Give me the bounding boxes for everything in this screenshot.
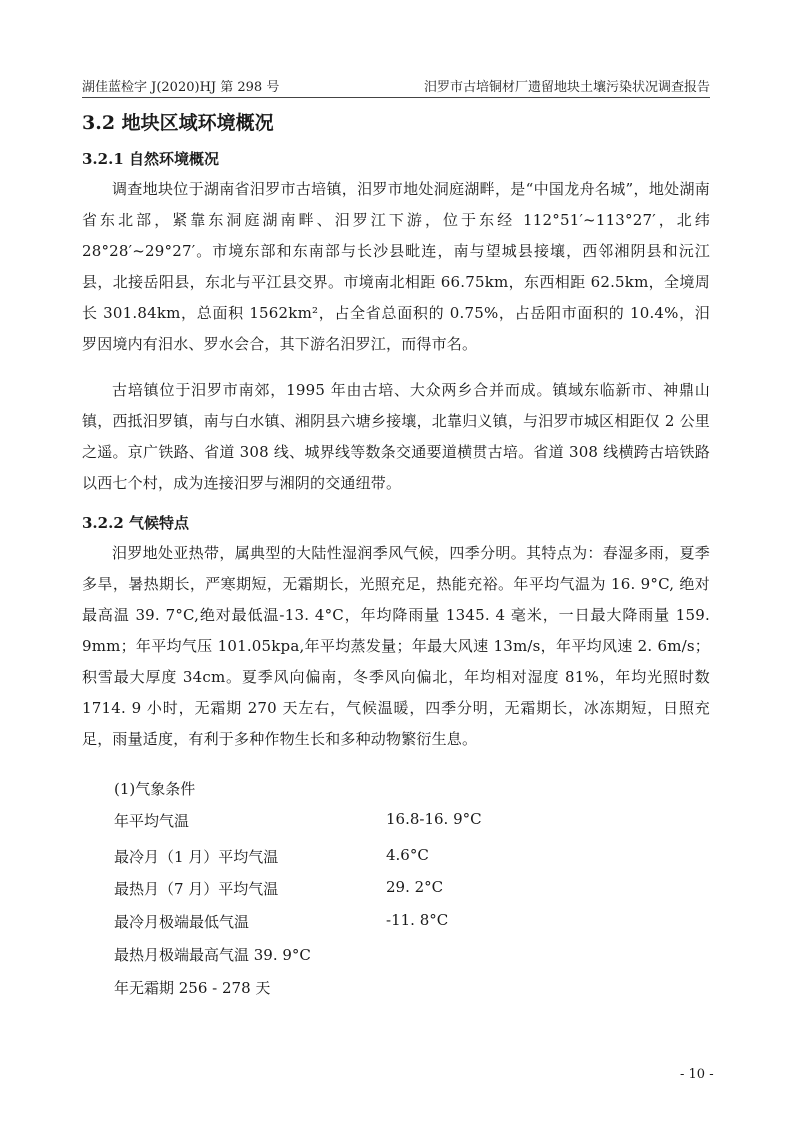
paragraph-gupei-town: 古培镇位于汨罗市南郊，1995 年由古培、大众两乡合并而成。镇域东临新市、神鼎山镇，西抵汨罗镇，南与白水镇、湘阴县六塘乡接壤，北靠归义镇，与汨罗市城区相距仅 2 公里之遥。京广铁路、省道 308 线、城界线等数条交通要道横贯古培。省道 308 线横跨古培铁路以西七个村，成为连接汨罗与湘阴的交通纽带。 <box>82 381 710 492</box>
weather-row-label: 最热月（7 月）平均气温 <box>114 880 279 898</box>
section-title: 3.2 地块区域环境概况 <box>82 112 274 134</box>
weather-row-value: 4.6°C <box>386 846 429 864</box>
subsection-title-natural: 3.2.1 自然环境概况 <box>82 150 219 168</box>
weather-row-label: 年平均气温 <box>114 812 190 830</box>
weather-row-value: 29. 2°C <box>386 878 444 896</box>
weather-frost-free-line: 年无霜期 256 - 278 天 <box>114 979 271 997</box>
header-divider <box>82 97 710 98</box>
page-header <box>82 76 710 96</box>
subsection-title-climate: 3.2.2 气候特点 <box>82 514 189 532</box>
paragraph-location: 调查地块位于湖南省汨罗市古培镇，汨罗市地处洞庭湖畔，是“中国龙舟名城”，地处湖南省东北部，紧靠东洞庭湖南畔、汨罗江下游，位于东经 112°51′~113°27′，北纬 28°28′~29°27′。市境东部和东南部与长沙县毗连，南与望城县接壤，西邻湘阴县和沅江县，北接岳阳县，东北与平江县交界。市境南北相距 66.75km，东西相距 62.5km，全境周长 301.84km，总面积 1562km²，占全省总面积的 0.75%，占岳阳市面积的 10.4%，汨罗因境内有汨水、罗水会合，其下游名汨罗江，而得市名。 <box>82 180 710 353</box>
page-number: - 10 - <box>680 1067 714 1082</box>
report-title: 汨罗市古培铜材厂遗留地块土壤污染状况调查报告 <box>423 80 710 95</box>
weather-conditions-heading: (1)气象条件 <box>114 780 196 798</box>
report-number: 湖佳蓝检字 J(2020)HJ 第 298 号 <box>82 80 280 95</box>
weather-row-label: 最冷月极端最低气温 <box>114 913 250 931</box>
weather-row-value: -11. 8°C <box>386 911 449 929</box>
weather-max-extreme-line: 最热月极端最高气温 39. 9°C <box>114 946 311 964</box>
weather-row-value: 16.8-16. 9°C <box>386 810 482 828</box>
paragraph-climate: 汨罗地处亚热带，属典型的大陆性湿润季风气候，四季分明。其特点为：春湿多雨，夏季多旱，暑热期长，严寒期短，无霜期长，光照充足，热能充裕。年平均气温为 16. 9°C, 绝对最高温 39. 7°C,绝对最低温-13. 4°C，年均降雨量 1345. 4 毫米，一日最大降雨量 159. 9mm；年平均气压 101.05kpa,年平均蒸发量；年最大风速 13m/s，年平均风速 2. 6m/s；积雪最大厚度 34cm。夏季风向偏南，冬季风向偏北，年均相对湿度 81%，年均光照时数 1714. 9 小时，无霜期 270 天左右，气候温暖，四季分明，无霜期长，冰冻期短，日照充足，雨量适度，有利于多种作物生长和多种动物繁衍生息。 <box>82 544 710 748</box>
weather-row-label: 最冷月（1 月）平均气温 <box>114 848 279 866</box>
